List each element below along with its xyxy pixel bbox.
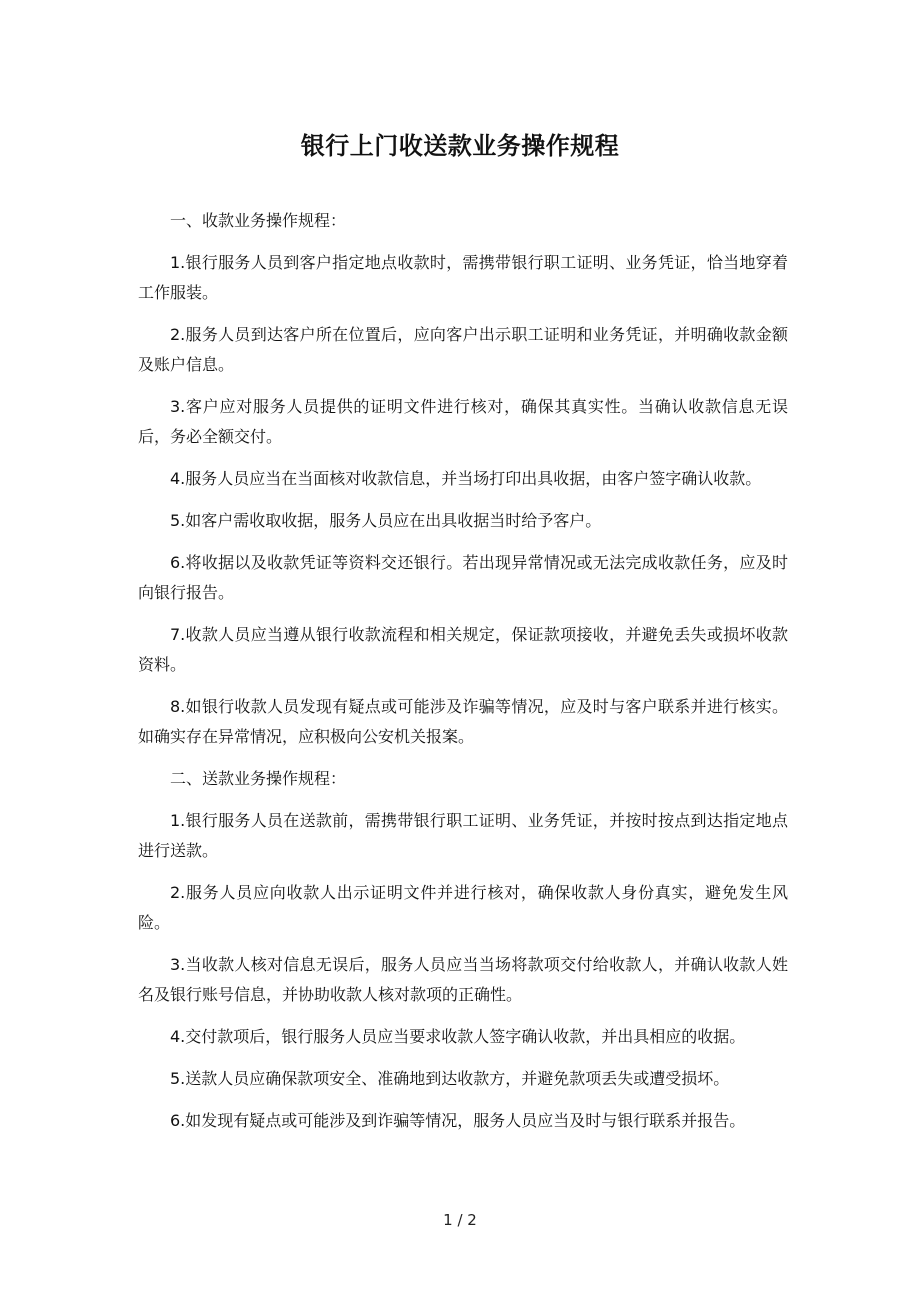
section-heading-delivery: 二、送款业务操作规程： <box>170 769 347 788</box>
collection-rule-2: 2.服务人员到达客户所在位置后，应向客户出示职工证明和业务凭证，并明确收款金额及账户信息。 <box>138 325 788 374</box>
collection-rule-4: 4.服务人员应当在当面核对收款信息，并当场打印出具收据，由客户签字确认收款。 <box>170 469 762 488</box>
delivery-rule-3: 3.当收款人核对信息无误后，服务人员应当当场将款项交付给收款人，并确认收款人姓名及银行账号信息，并协助收款人核对款项的正确性。 <box>138 955 788 1004</box>
collection-rule-7: 7.收款人员应当遵从银行收款流程和相关规定，保证款项接收，并避免丢失或损坏收款资料。 <box>138 625 788 674</box>
collection-rule-1: 1.银行服务人员到客户指定地点收款时，需携带银行职工证明、业务凭证，恰当地穿着工作服装。 <box>138 253 788 302</box>
collection-rule-6: 6.将收据以及收款凭证等资料交还银行。若出现异常情况或无法完成收款任务，应及时向银行报告。 <box>138 553 788 602</box>
section-heading-collection: 一、收款业务操作规程： <box>170 211 347 230</box>
document-title: 银行上门收送款业务操作规程 <box>300 132 620 160</box>
delivery-rule-1: 1.银行服务人员在送款前，需携带银行职工证明、业务凭证，并按时按点到达指定地点进行送款。 <box>138 811 788 860</box>
delivery-rule-2: 2.服务人员应向收款人出示证明文件并进行核对，确保收款人身份真实，避免发生风险。 <box>138 883 788 932</box>
delivery-rule-4: 4.交付款项后，银行服务人员应当要求收款人签字确认收款，并出具相应的收据。 <box>170 1027 746 1046</box>
collection-rule-3: 3.客户应对服务人员提供的证明文件进行核对，确保其真实性。当确认收款信息无误后，务必全额交付。 <box>138 397 788 446</box>
collection-rule-5: 5.如客户需收取收据，服务人员应在出具收据当时给予客户。 <box>170 511 602 530</box>
document-body <box>138 206 788 1148</box>
delivery-rule-5: 5.送款人员应确保款项安全、准确地到达收款方，并避免款项丢失或遭受损坏。 <box>170 1069 730 1088</box>
collection-rule-8: 8.如银行收款人员发现有疑点或可能涉及诈骗等情况，应及时与客户联系并进行核实。如确实存在异常情况，应积极向公安机关报案。 <box>138 697 788 746</box>
delivery-rule-6: 6.如发现有疑点或可能涉及到诈骗等情况，服务人员应当及时与银行联系并报告。 <box>170 1111 746 1130</box>
page-number: 1 / 2 <box>443 1211 477 1229</box>
